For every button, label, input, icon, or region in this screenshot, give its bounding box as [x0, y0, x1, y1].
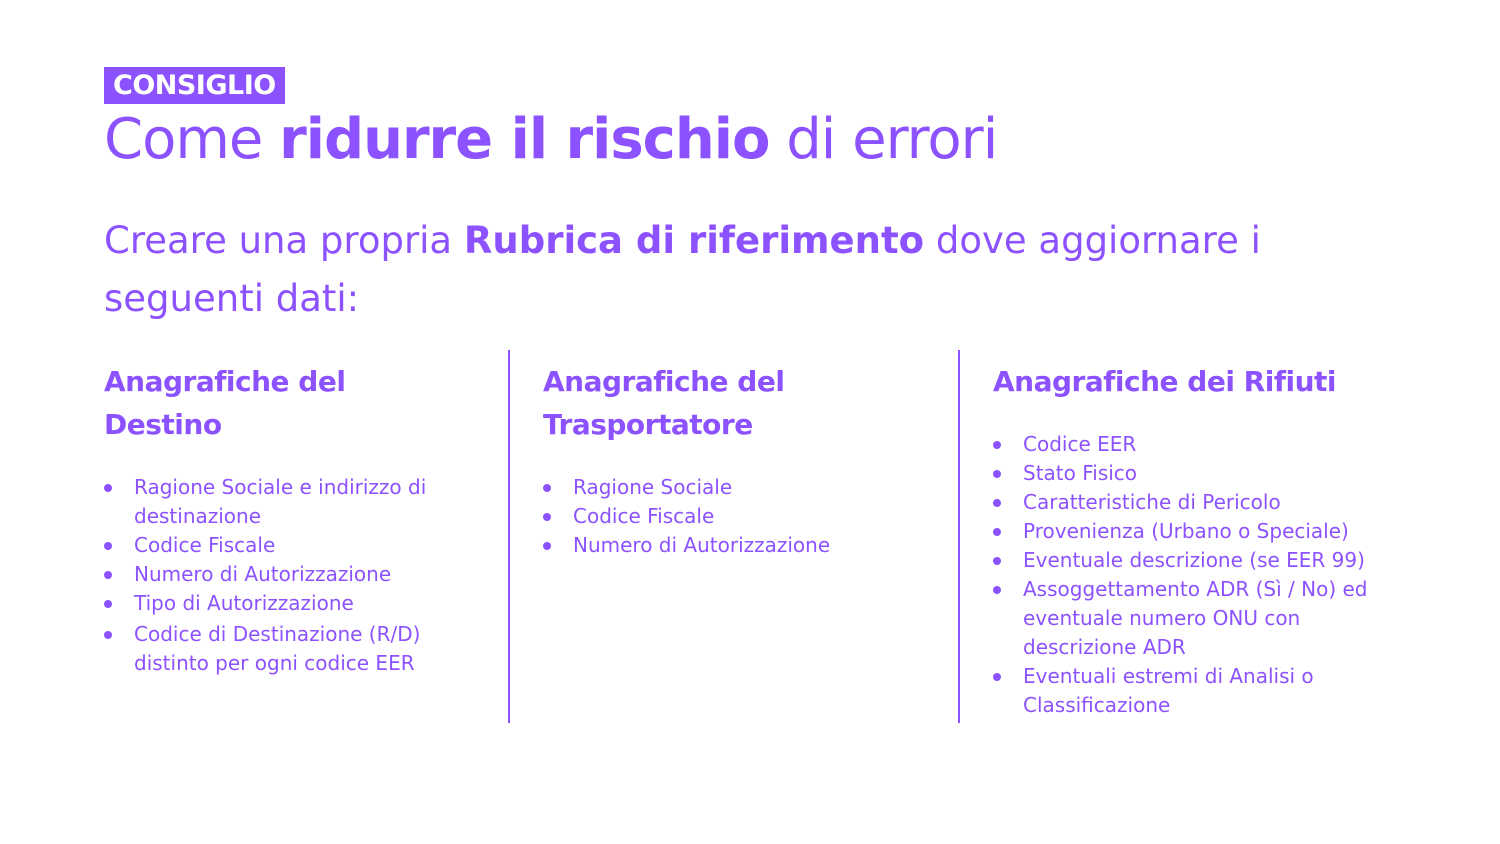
column-divider-1	[508, 350, 510, 723]
list-item	[993, 546, 1413, 575]
subtitle-emphasis: Rubrica di riferimento	[463, 219, 925, 262]
title-part-2: di errori	[769, 107, 998, 172]
list-item-text: Ragione Sociale e indirizzo di destinazione	[134, 475, 427, 528]
column-divider-2	[958, 350, 960, 723]
list-item	[104, 560, 454, 589]
list-item-text: Caratteristiche di Pericolo	[1023, 490, 1281, 514]
list-item-text: Eventuale descrizione (se EER 99)	[1023, 548, 1365, 572]
list-item	[104, 531, 454, 560]
bullet-icon	[993, 499, 1001, 507]
list-item-text: Stato Fisico	[1023, 461, 1138, 485]
title-emphasis: ridurre il rischio	[279, 107, 770, 172]
column-title-rifiuti: Anagrafiche dei Rifiuti	[993, 365, 1337, 398]
list-item-text: Ragione Sociale	[573, 475, 733, 499]
list-item	[104, 473, 454, 531]
list-item-text: Eventuali estremi di Analisi o Classificazione	[1023, 664, 1314, 717]
list-destino	[104, 473, 454, 678]
list-item	[104, 589, 454, 618]
list-item	[543, 502, 913, 531]
list-item	[543, 473, 913, 502]
bullet-icon	[993, 470, 1001, 478]
bullet-icon	[543, 484, 551, 492]
page-subtitle	[104, 212, 1424, 328]
column-title-trasportatore: Anagrafiche del Trasportatore	[543, 365, 785, 441]
bullet-icon	[104, 542, 112, 550]
list-item-text: Codice Fiscale	[134, 533, 276, 557]
bullet-icon	[993, 673, 1001, 681]
list-item-text: Numero di Autorizzazione	[573, 533, 831, 557]
bullet-icon	[104, 600, 112, 608]
bullet-icon	[993, 528, 1001, 536]
subtitle-part-1: Creare una propria	[104, 219, 464, 262]
list-item	[993, 662, 1413, 720]
column-destino	[104, 360, 474, 678]
list-item	[993, 488, 1413, 517]
list-rifiuti	[993, 430, 1413, 720]
column-rifiuti	[993, 360, 1423, 720]
page-title	[104, 104, 997, 176]
bullet-icon	[993, 586, 1001, 594]
list-item	[993, 430, 1413, 459]
list-item	[543, 531, 913, 560]
column-title-destino: Anagrafiche del Destino	[104, 365, 346, 441]
list-item	[104, 620, 454, 678]
list-trasportatore	[543, 473, 913, 560]
list-item-text: Numero di Autorizzazione	[134, 562, 392, 586]
list-item-text: Provenienza (Urbano o Speciale)	[1023, 519, 1349, 543]
list-item	[993, 517, 1413, 546]
bullet-icon	[104, 571, 112, 579]
bullet-icon	[104, 484, 112, 492]
list-item	[993, 459, 1413, 488]
list-item-text: Codice EER	[1023, 432, 1137, 456]
list-item-text: Assoggettamento ADR (Sì / No) ed eventuale numero ONU con descrizione ADR	[1023, 577, 1368, 659]
consiglio-badge: CONSIGLIO	[104, 67, 285, 104]
list-item	[993, 575, 1413, 662]
bullet-icon	[543, 513, 551, 521]
column-trasportatore	[543, 360, 923, 560]
bullet-icon	[104, 631, 112, 639]
list-item-text: Tipo di Autorizzazione	[134, 591, 354, 615]
subtitle-part-2: dove aggiornare i seguenti dati:	[104, 219, 1261, 320]
list-item-text: Codice di Destinazione (R/D) distinto per ogni codice EER	[134, 622, 421, 675]
list-item-text: Codice Fiscale	[573, 504, 715, 528]
bullet-icon	[993, 441, 1001, 449]
bullet-icon	[543, 542, 551, 550]
bullet-icon	[993, 557, 1001, 565]
title-part-1: Come	[104, 107, 280, 172]
